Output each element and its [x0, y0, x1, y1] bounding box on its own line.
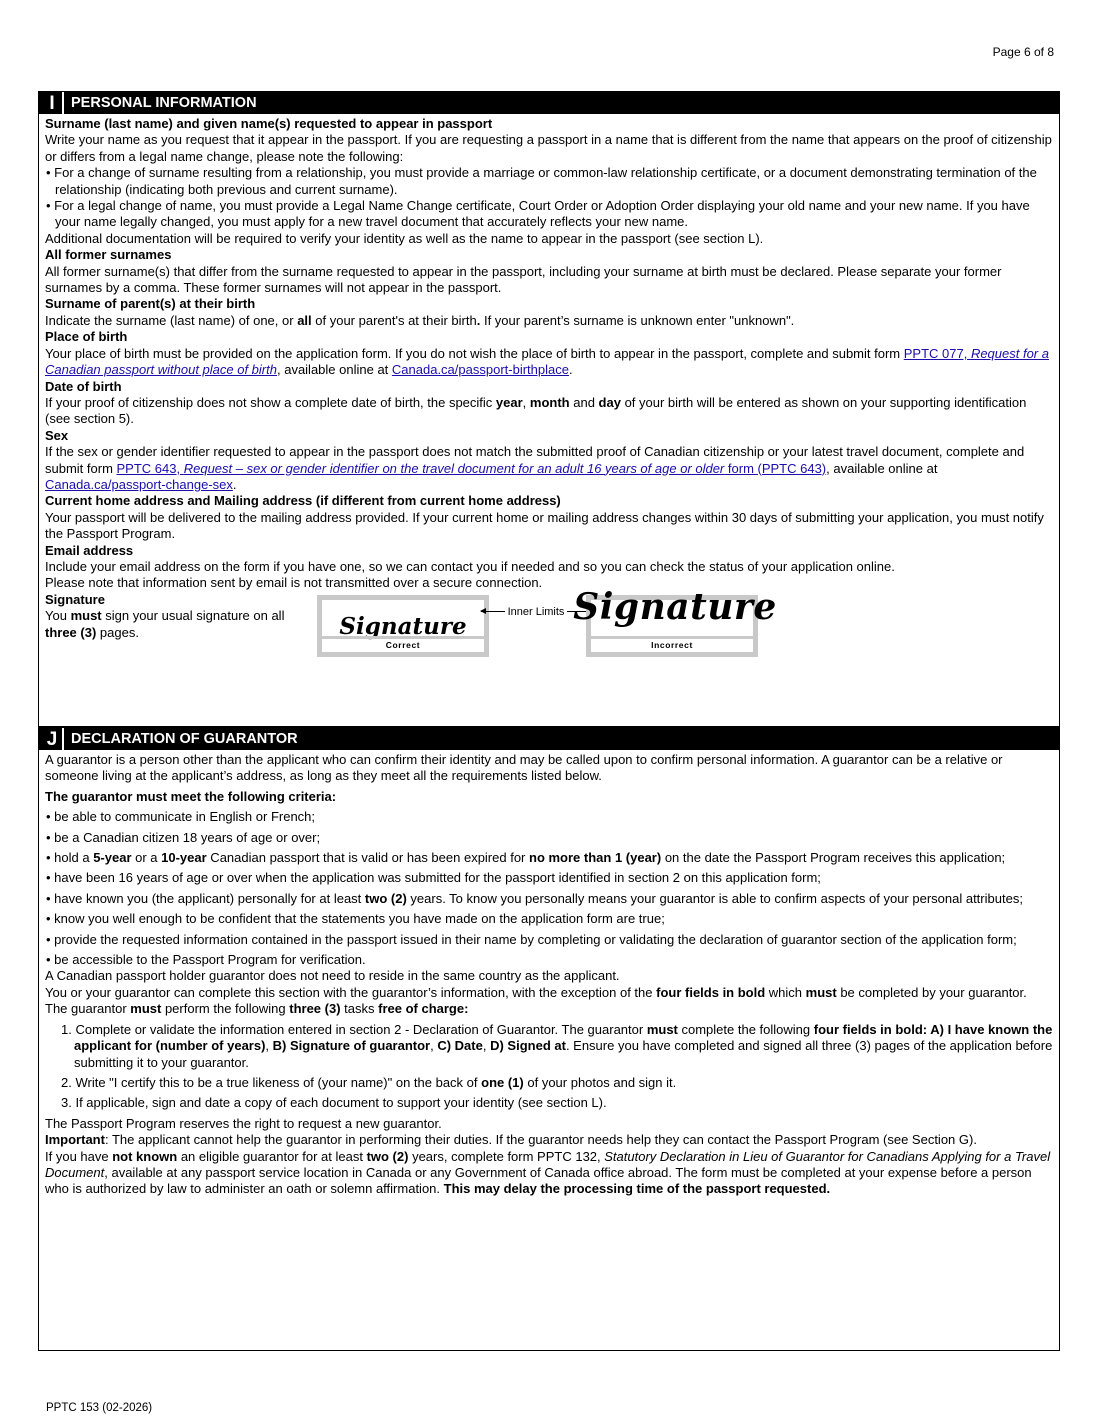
- guarantor-completion-note: You or your guarantor can complete this section with the guarantor’s information, with the exception of the four fields in bold which must be completed by your guarantor.: [45, 984, 1027, 1000]
- section-declaration-of-guarantor: [38, 727, 1060, 1351]
- place-of-birth-heading: Place of birth: [45, 329, 128, 345]
- criteria-item: • be a Canadian citizen 18 years of age or over;: [46, 829, 321, 845]
- criteria-item: • hold a 5-year or a 10-year Canadian passport that is valid or has been expired for no more than 1 (year) on the date the Passport Program receives this application;: [46, 850, 1006, 866]
- address-heading: Current home address and Mailing address (if different from current home address): [45, 493, 561, 509]
- sex-heading: Sex: [45, 427, 69, 443]
- email-heading: Email address: [45, 542, 134, 558]
- change-sex-url-link[interactable]: Canada.ca/passport-change-sex: [45, 476, 233, 492]
- section-i-title: PERSONAL INFORMATION: [71, 94, 257, 111]
- criteria-item: • have known you (the applicant) personally for at least two (2) years. To know you personally means your guarantor is able to confirm aspects of your personal attributes;: [46, 890, 1023, 906]
- new-guarantor-note: The Passport Program reserves the right to request a new guarantor.: [45, 1115, 442, 1131]
- inner-limits-label: Inner Limits: [507, 605, 565, 618]
- criteria-item: • have been 16 years of age or over when the application was submitted for the passport identified in section 2 on this application form;: [46, 870, 821, 886]
- signature-row: [45, 585, 1053, 658]
- no-guarantor-note: If you have not known an eligible guarantor for at least two (2) years, complete form PPTC 132, Statutory Declaration in Lieu of Guarantor for Canadians Applying for a Travel Document, available at any passport service location in Canada or any Government of Canada office abroad. The form must be completed at your expense before a person who is authorized by law to administer an oath or solemn affirmation. This may delay the processing time of the passport requested.: [45, 1148, 1051, 1197]
- address-paragraph: Your passport will be delivered to the mailing address provided. If your current home or mailing address changes within 30 days of submitting your application, you must notify the Passport Program.: [45, 509, 1044, 542]
- birthplace-url-link[interactable]: Canada.ca/passport-birthplace: [391, 362, 569, 378]
- date-of-birth-paragraph: If your proof of citizenship does not show a complete date of birth, the specific year, month and day of your birth will be entered as shown on your supporting identification (see section 5).: [45, 394, 1027, 427]
- date-of-birth-heading: Date of birth: [45, 378, 122, 394]
- signature-incorrect-sample: Signature: [573, 585, 777, 628]
- section-i-letter: I: [42, 92, 64, 114]
- surname-bullet-legal-change: • For a legal change of name, you must provide a Legal Name Change certificate, Court Order or Adoption Order displaying your old name and your new name. If you have your name legally changed, you must apply for a new travel document that accurately reflects your new name.: [46, 198, 1030, 230]
- place-of-birth-paragraph: Your place of birth must be provided on the application form. If you do not wish the place of birth to appear in the passport, complete and submit form PPTC 077, Request for a Canadian passport without place of birth, available online at Canada.ca/passport-birthplace.: [45, 345, 1049, 378]
- signature-correct-caption: Correct: [322, 636, 484, 652]
- signature-paragraph: You must sign your usual signature on all three (3) pages.: [45, 608, 285, 640]
- surname-additional-docs: Additional documentation will be required to verify your identity as well as the name to appear in the passport (see section L).: [45, 230, 764, 246]
- guarantor-task-2: 2. Write "I certify this to be a true likeness of (your name)" on the back of one (1) of your photos and sign it.: [61, 1074, 677, 1090]
- section-j-letter: J: [42, 728, 64, 750]
- section-personal-information: [38, 91, 1060, 727]
- signature-heading: Signature: [45, 591, 105, 607]
- guarantor-tasks-intro: The guarantor must perform the following three (3) tasks free of charge:: [45, 1001, 469, 1017]
- form-code-footer: PPTC 153 (02-2026): [46, 1402, 153, 1414]
- signature-incorrect-caption: Incorrect: [591, 636, 753, 652]
- section-j-title: DECLARATION OF GUARANTOR: [71, 730, 298, 747]
- pptc-643-link[interactable]: PPTC 643, Request – sex or gender identifier on the travel document for an adult 16 years of age or older form (PPTC 643): [116, 460, 827, 476]
- page-number: Page 6 of 8: [992, 45, 1054, 59]
- signature-example-incorrect: [573, 585, 777, 657]
- email-paragraph: Include your email address on the form if you have one, so we can contact you if needed and so you can check the status of your application online.: [45, 558, 895, 574]
- signature-correct-sample: Signature: [339, 612, 467, 640]
- section-j-header: [39, 728, 1059, 750]
- sex-paragraph: If the sex or gender identifier requested to appear in the passport does not match the submitted proof of Canadian citizenship or your latest travel document, complete and submit form PPTC 643, Request – sex or gender identifier on the travel document for an adult 16 years of age or older form (PPTC 643), available online at Canada.ca/passport-change-sex.: [45, 444, 1025, 492]
- left-arrow-icon: [481, 611, 505, 612]
- criteria-item: • provide the requested information contained in the passport issued in their name by completing or validating the declaration of guarantor section of the application form;: [46, 931, 1017, 947]
- guarantor-residence-note: A Canadian passport holder guarantor does not need to reside in the same country as the applicant.: [45, 968, 620, 984]
- criteria-heading: The guarantor must meet the following criteria:: [45, 788, 337, 804]
- parents-surname-paragraph: Indicate the surname (last name) of one, or all of your parent's at their birth. If your parent’s surname is unknown enter "unknown".: [45, 312, 795, 328]
- section-i-header: [39, 92, 1059, 114]
- pptc-077-link[interactable]: PPTC 077, Request for a Canadian passport without place of birth: [45, 345, 1049, 378]
- surname-heading: Surname (last name) and given name(s) requested to appear in passport: [45, 116, 493, 131]
- signature-instructions: [45, 592, 285, 641]
- signature-example-correct: [317, 595, 489, 657]
- surname-paragraph: Write your name as you request that it appear in the passport. If you are requesting a passport in a name that is different from the name that appears on the proof of citizenship or differs from a legal name change, please note the following:: [45, 132, 1052, 164]
- email-security-note: Please note that information sent by email is not transmitted over a secure connection.: [45, 575, 543, 591]
- parents-surname-heading: Surname of parent(s) at their birth: [45, 296, 256, 312]
- former-surnames-heading: All former surnames: [45, 247, 172, 263]
- guarantor-task-3: 3. If applicable, sign and date a copy of each document to support your identity (see section L).: [61, 1095, 607, 1111]
- former-surnames-paragraph: All former surname(s) that differ from the surname requested to appear in the passport, including your surname at birth must be declared. Please separate your former surnames by a comma. These former surnames will not appear in the passport.: [45, 263, 1002, 296]
- surname-bullet-relationship: • For a change of surname resulting from a relationship, you must provide a marriage or common-law relationship certificate, or a document demonstrating termination of the relationship (indicating both previous and current surname).: [46, 165, 1037, 197]
- guarantor-task-1: 1. Complete or validate the information entered in section 2 - Declaration of Guarantor. The guarantor must complete the following four fields in bold: A) I have known the applicant for (number of years), B) Signature of guarantor, C) Date, D) Signed at. Ensure you have completed and signed all three (3) pages of the application before submitting it to your guarantor.: [61, 1021, 1053, 1070]
- criteria-item: • be accessible to the Passport Program for verification.: [46, 952, 366, 968]
- guarantor-intro: A guarantor is a person other than the applicant who can confirm their identity and may be called upon to confirm personal information. A guarantor can be a relative or someone living at the applicant’s address, as long as they meet all the requirements listed below.: [45, 752, 1003, 784]
- important-note: Important: The applicant cannot help the guarantor in performing their duties. If the guarantor needs help they can contact the Passport Program (see Section G).: [45, 1132, 977, 1148]
- criteria-item: • know you well enough to be confident that the statements you have made on the application form are true;: [46, 911, 665, 927]
- criteria-item: • be able to communicate in English or French;: [46, 809, 316, 825]
